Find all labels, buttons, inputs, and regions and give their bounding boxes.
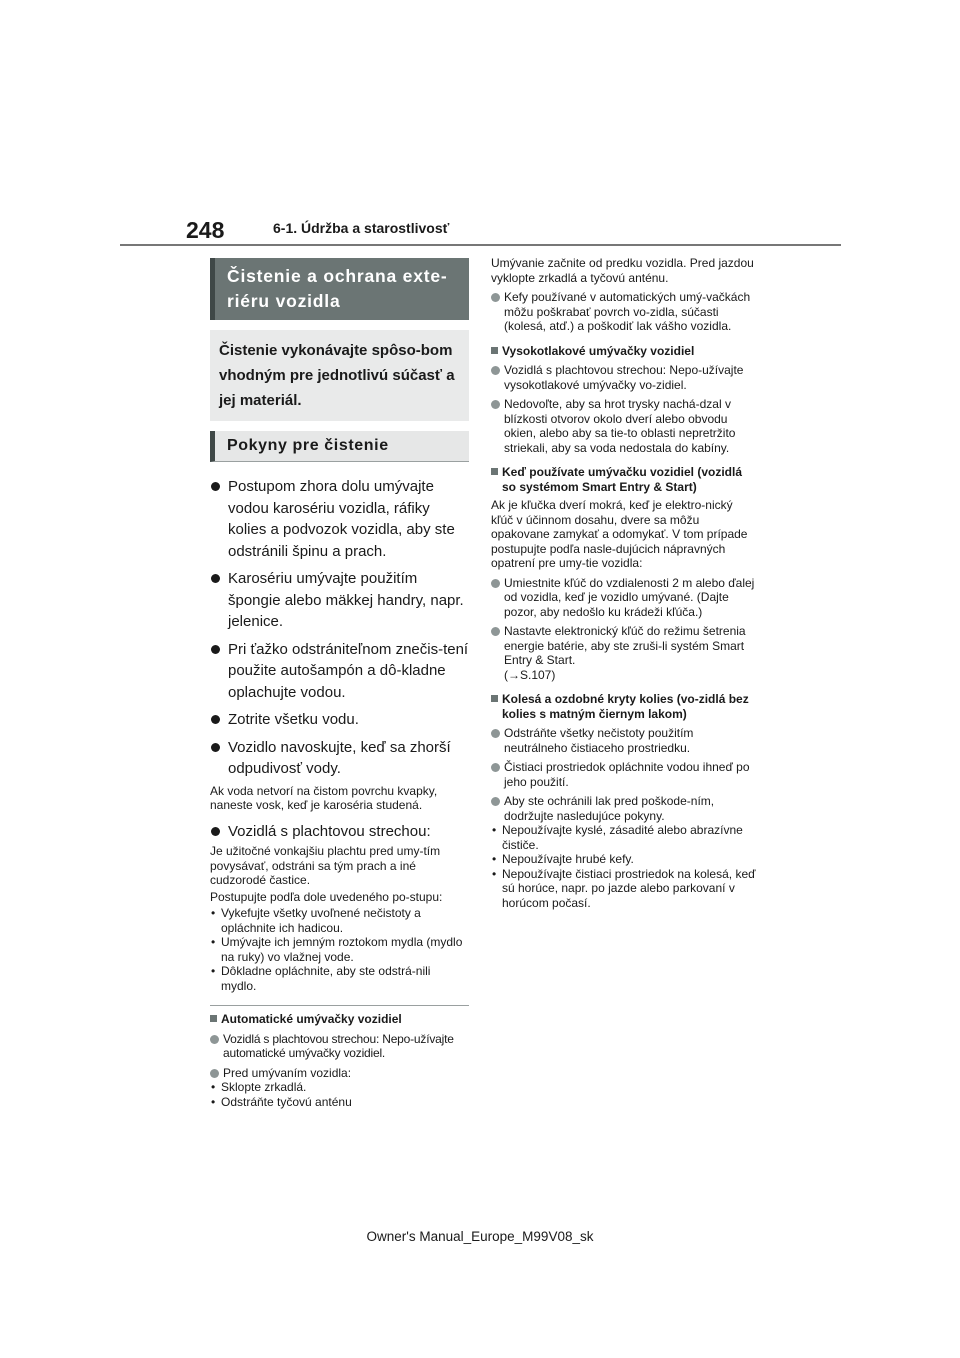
auto-wash-intro: Umývanie začnite od predku vozidla. Pred jazdou vyklopte zrkadlá a tyčovú anténu. <box>491 256 754 285</box>
wheels-step: • Nepoužívajte čistiaci prostriedok na kolesá, keď sú horúce, napr. po jazde alebo parkovaní v horúcom počasí. <box>491 867 756 911</box>
wheels-item: Čistiaci prostriedok opláchnite vodou ihneď po jeho použití. <box>491 760 756 789</box>
left-column <box>210 258 469 1109</box>
intro-box: Čistenie vykonávajte spôso-bom vhodným pre jednotlivú súčasť a jej materiál. <box>210 330 469 421</box>
smart-entry-item <box>491 624 756 682</box>
section-title: 6-1. Údržba a starostlivosť <box>273 220 450 236</box>
wheels-step: • Nepoužívajte kyslé, zásadité alebo abrazívne čističe. <box>491 823 756 852</box>
wheels-heading: Kolesá a ozdobné kryty kolies (vo-zidlá bez kolies s matným čiernym lakom) <box>491 692 756 721</box>
high-pressure-item: Vozidlá s plachtovou strechou: Nepo-užívajte vysokotlakové umývačky vo-zidiel. <box>491 363 756 392</box>
soft-top-paragraph-1: Je užitočné vonkajšiu plachtu pred umy-tím povysávať, odstráni sa tým prach a iné cudzorodé častice. <box>210 844 441 887</box>
header-rule <box>120 244 841 246</box>
brush-warning: Kefy používané v automatických umý-vačkách môžu poškrabať povrch vo-zidla, súčasti (kolesá, atď.) a poškodiť lak vášho vozidla. <box>491 290 756 334</box>
auto-wash-item: Pred umývaním vozidla: <box>210 1066 469 1081</box>
divider <box>210 1005 469 1006</box>
smart-entry-heading: Keď používate umývačku vozidiel (vozidlá so systémom Smart Entry & Start) <box>491 465 756 494</box>
auto-wash-heading: Automatické umývačky vozidiel <box>210 1012 469 1027</box>
wheels-item: Aby ste ochránili lak pred poškode-ním, dodržujte nasledujúce pokyny. <box>491 794 756 823</box>
smart-entry-item-text: Nastavte elektronický kľúč do režimu šetrenia energie batérie, aby ste zruši-li systém Smart Entry & Start. <box>504 624 746 667</box>
page-number: 248 <box>186 217 225 243</box>
smart-entry-item: Umiestnite kľúč do vzdialenosti 2 m alebo ďalej od vozidla, keď je vozidlo umývané. (Dajte pozor, aby nedošlo ku krádeži kľúča.) <box>491 576 756 620</box>
auto-wash-item: Vozidlá s plachtovou strechou: Nepo-užívajte automatické umývačky vozidiel. <box>210 1032 469 1061</box>
soft-top-step: • Vykefujte všetky uvoľnené nečistoty a opláchnite ich hadicou. <box>210 906 469 935</box>
cleaning-steps-list <box>210 476 469 780</box>
list-item: Postupom zhora dolu umývajte vodou karosériu vozidla, ráfiky kolies a podvozok vozidla, aby ste odstránili špinu a prach. <box>210 476 469 562</box>
soft-top-list <box>210 821 469 843</box>
high-pressure-heading: Vysokotlakové umývačky vozidiel <box>491 344 756 359</box>
wheels-step: • Nepoužívajte hrubé kefy. <box>491 852 756 867</box>
smart-entry-text: Ak je kľučka dverí mokrá, keď je elektro-nický kľúč v účinnom dosahu, dvere sa môžu opakovane zamykať a odomykať. V tom prípade postupujte podľa nasle-dujúcich nápravných opatrení pre umy-tie vozidla: <box>491 498 748 570</box>
auto-wash-step: • Sklopte zrkadlá. <box>210 1080 469 1095</box>
list-item: Vozidlo navoskujte, keď sa zhorší odpudivosť vody. <box>210 737 469 780</box>
list-item: Karosériu umývajte použitím špongie alebo mäkkej handry, napr. jelenice. <box>210 568 469 633</box>
list-item: Zotrite všetku vodu. <box>210 709 469 731</box>
right-column <box>491 256 756 910</box>
page-reference-link[interactable]: (→S.107) <box>504 667 556 682</box>
wheels-item: Odstráňte všetky nečistoty použitím neutrálneho čistiaceho prostriedku. <box>491 726 756 755</box>
subheading-cleaning: Pokyny pre čistenie <box>210 431 469 462</box>
soft-top-step: • Dôkladne opláchnite, aby ste odstrá-nili mydlo. <box>210 964 469 993</box>
soft-top-step: • Umývajte ich jemným roztokom mydla (mydlo na ruky) vo vlažnej vode. <box>210 935 469 964</box>
main-heading: Čistenie a ochrana exte-riéru vozidla <box>210 258 469 320</box>
list-item: Vozidlá s plachtovou strechou: <box>210 821 469 843</box>
footer-text: Owner's Manual_Europe_M99V08_sk <box>366 1229 594 1244</box>
soft-top-paragraph-2: Postupujte podľa dole uvedeného po-stupu: <box>210 889 443 904</box>
auto-wash-step: • Odstráňte tyčovú anténu <box>210 1095 469 1110</box>
high-pressure-item: Nedovoľte, aby sa hrot trysky nachá-dzal v blízkosti otvorov okolo dverí alebo obvodu okien, alebo aby sa tie-to oblasti nepretržito striekali, aby sa voda nedostala do kabíny. <box>491 397 756 455</box>
wax-note: Ak voda netvorí na čistom povrchu kvapky, naneste vosk, keď je karoséria studená. <box>210 783 438 812</box>
list-item: Pri ťažko odstrániteľnom znečis-tení použite autošampón a dô-kladne oplachujte vodou. <box>210 639 469 704</box>
